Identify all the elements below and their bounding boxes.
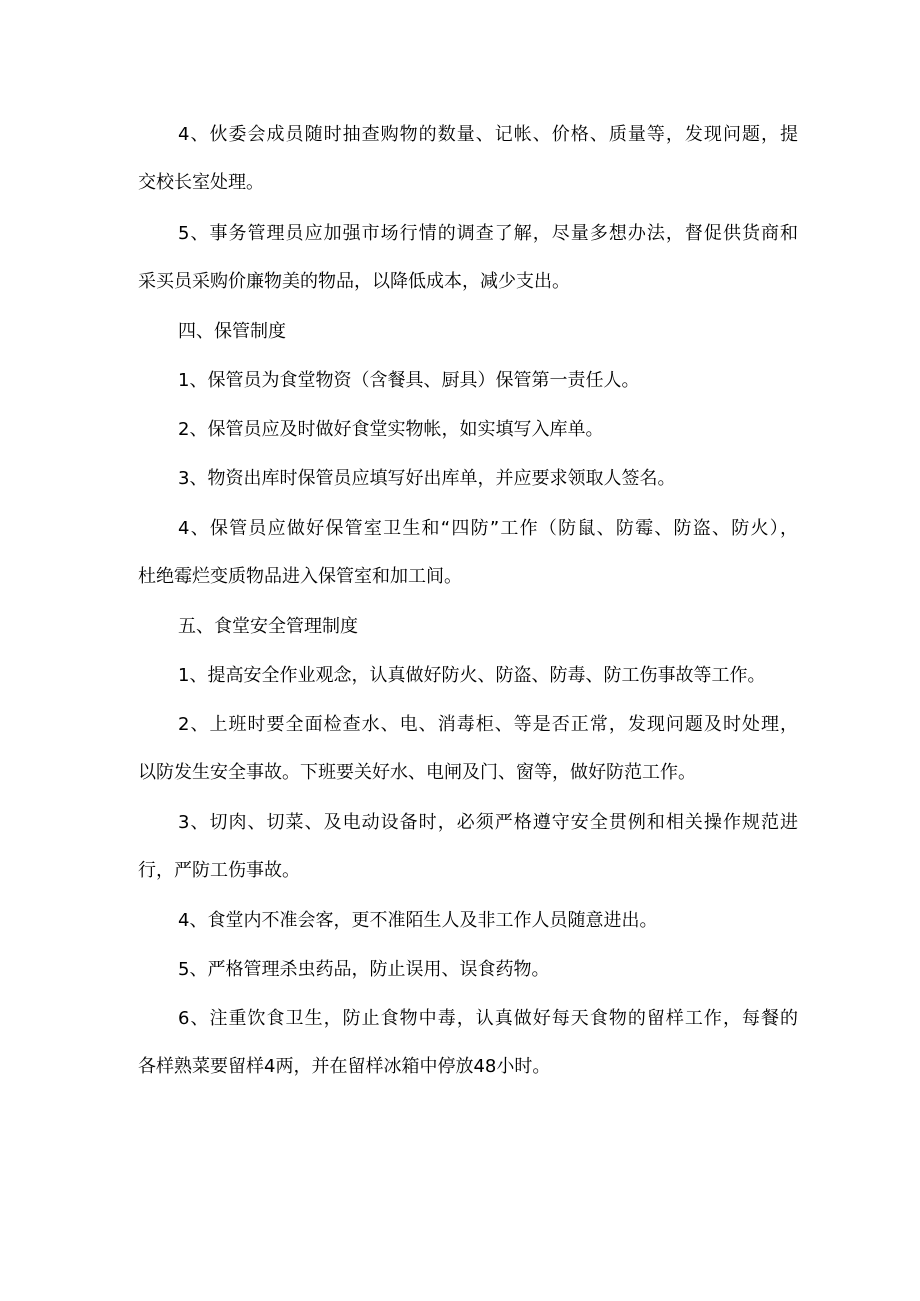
paragraph-line: 3、切肉、切菜、及电动设备时，必须严格遵守安全贯例和相关操作规范进 <box>178 812 798 833</box>
paragraph-line: 4、伙委会成员随时抽查购物的数量、记帐、价格、质量等，发现问题，提 <box>178 124 798 145</box>
paragraph-line: 3、物资出库时保管员应填写好出库单，并应要求领取人签名。 <box>178 468 676 489</box>
paragraph-line: 6、注重饮食卫生，防止食物中毒，认真做好每天食物的留样工作，每餐的 <box>178 1008 798 1029</box>
paragraph-line: 以防发生安全事故。下班要关好水、电闸及门、窗等，做好防范工作。 <box>138 762 696 783</box>
paragraph-line: 1、提高安全作业观念，认真做好防火、防盗、防毒、防工伤事故等工作。 <box>178 665 766 686</box>
paragraph-line: 行，严防工伤事故。 <box>138 860 300 881</box>
section-heading: 五、食堂安全管理制度 <box>178 616 358 637</box>
paragraph-line: 5、事务管理员应加强市场行情的调查了解，尽量多想办法，督促供货商和 <box>178 223 798 244</box>
paragraph-line: 4、保管员应做好保管室卫生和“四防”工作（防鼠、防霉、防盗、防火）， <box>178 518 798 539</box>
paragraph-line: 4、食堂内不准会客，更不准陌生人及非工作人员随意进出。 <box>178 910 658 931</box>
paragraph-line: 杜绝霉烂变质物品进入保管室和加工间。 <box>138 566 462 587</box>
paragraph-line: 采买员采购价廉物美的物品，以降低成本，减少支出。 <box>138 271 570 292</box>
paragraph-line: 1、保管员为食堂物资（含餐具、厨具）保管第一责任人。 <box>178 370 640 391</box>
paragraph-line: 2、上班时要全面检查水、电、消毒柜、等是否正常，发现问题及时处理， <box>178 714 798 735</box>
section-heading: 四、保管制度 <box>178 321 286 342</box>
paragraph-line: 5、严格管理杀虫药品，防止误用、误食药物。 <box>178 959 550 980</box>
paragraph-line: 2、保管员应及时做好食堂实物帐，如实填写入库单。 <box>178 419 604 440</box>
paragraph-line: 各样熟菜要留样4两，并在留样冰箱中停放48小时。 <box>138 1056 551 1077</box>
paragraph-line: 交校长室处理。 <box>138 172 264 193</box>
